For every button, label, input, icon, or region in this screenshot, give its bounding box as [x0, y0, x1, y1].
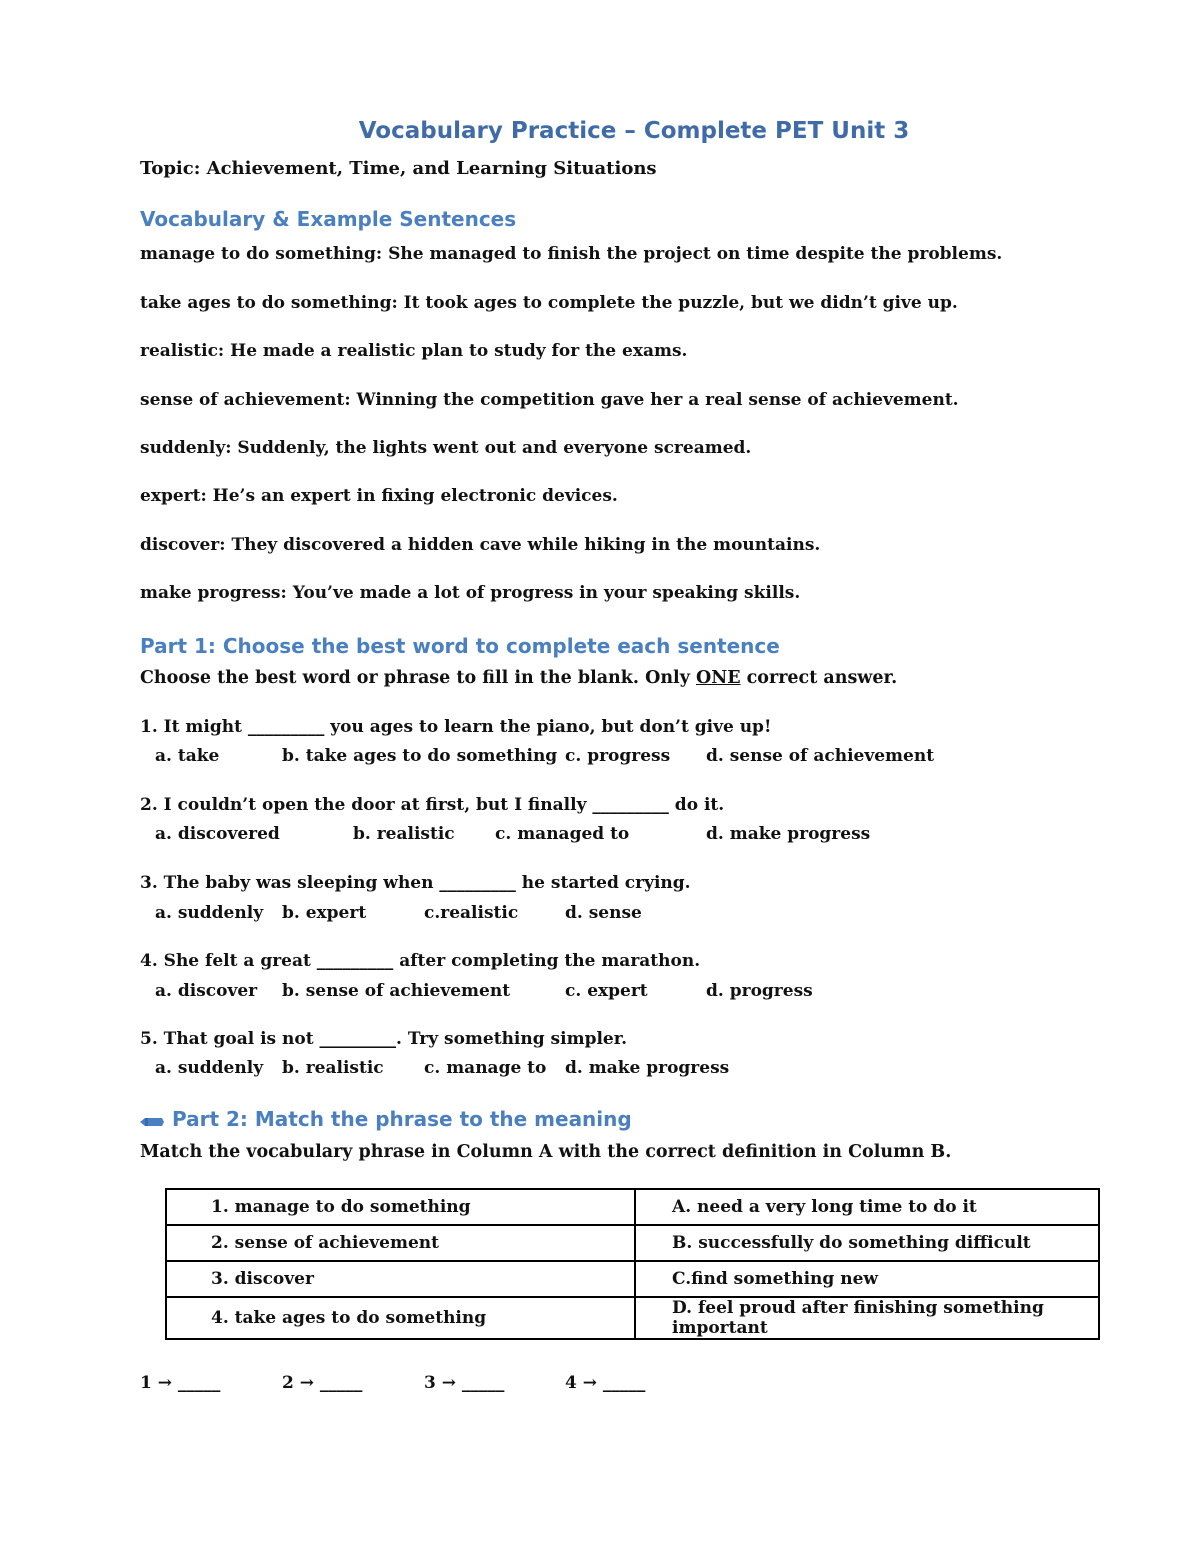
- vocab-item: discover: They discovered a hidden cave while hiking in the mountains.: [140, 535, 821, 555]
- table-row: [166, 1297, 1099, 1339]
- answer-blank-1[interactable]: 1 → _____: [140, 1373, 221, 1393]
- page-title: Vocabulary Practice – Complete PET Unit 3: [358, 118, 910, 144]
- vocab-item: realistic: He made a realistic plan to study for the exams.: [140, 341, 688, 361]
- column-b-cell: B. successfully do something difficult: [635, 1225, 1099, 1261]
- instruction-text: Choose the best word or phrase to fill in the blank. Only: [140, 668, 696, 688]
- column-a-cell: 2. sense of achievement: [166, 1225, 635, 1261]
- table-row: [166, 1189, 1099, 1225]
- vocab-item: expert: He’s an expert in fixing electronic devices.: [140, 486, 618, 506]
- vocab-heading: Vocabulary & Example Sentences: [140, 207, 517, 231]
- option[interactable]: b. take ages to do something: [282, 746, 558, 766]
- option[interactable]: c. progress: [565, 746, 671, 766]
- question-3: 3. The baby was sleeping when _________ he started crying.: [140, 873, 691, 893]
- pencil-icon: [140, 1109, 164, 1133]
- option[interactable]: a. take: [155, 746, 220, 766]
- option[interactable]: a. discover: [155, 981, 258, 1001]
- option[interactable]: a. suddenly: [155, 1058, 264, 1078]
- option[interactable]: b. realistic: [282, 1058, 384, 1078]
- part1-instruction: [140, 668, 897, 688]
- column-a-cell: 3. discover: [166, 1261, 635, 1297]
- answer-blank-2[interactable]: 2 → _____: [282, 1373, 363, 1393]
- option[interactable]: c. expert: [565, 981, 648, 1001]
- vocab-item: make progress: You’ve made a lot of progress in your speaking skills.: [140, 583, 801, 603]
- answer-blank-3[interactable]: 3 → _____: [424, 1373, 505, 1393]
- column-a-cell: 4. take ages to do something: [166, 1297, 635, 1339]
- option[interactable]: d. make progress: [565, 1058, 730, 1078]
- option[interactable]: c. manage to: [424, 1058, 547, 1078]
- vocab-item: suddenly: Suddenly, the lights went out and everyone screamed.: [140, 438, 752, 458]
- option[interactable]: d. sense: [565, 903, 642, 923]
- vocab-item: manage to do something: She managed to finish the project on time despite the problems.: [140, 244, 1003, 264]
- column-b-cell: A. need a very long time to do it: [635, 1189, 1099, 1225]
- table-row: [166, 1261, 1099, 1297]
- table-row: [166, 1225, 1099, 1261]
- part2-instruction: Match the vocabulary phrase in Column A with the correct definition in Column B.: [140, 1142, 952, 1162]
- vocab-item: sense of achievement: Winning the competition gave her a real sense of achievement.: [140, 390, 959, 410]
- option[interactable]: d. sense of achievement: [706, 746, 935, 766]
- question-5: 5. That goal is not _________. Try something simpler.: [140, 1029, 628, 1049]
- part1-heading: Part 1: Choose the best word to complete each sentence: [140, 634, 780, 658]
- instruction-emphasis: ONE: [695, 668, 741, 688]
- vocab-item: take ages to do something: It took ages to complete the puzzle, but we didn’t give up.: [140, 293, 958, 313]
- part2-heading-text: Part 2: Match the phrase to the meaning: [172, 1107, 632, 1131]
- part2-heading: [140, 1107, 632, 1133]
- option[interactable]: c. managed to: [495, 824, 630, 844]
- topic-line: Topic: Achievement, Time, and Learning Situations: [140, 158, 657, 179]
- instruction-text: correct answer.: [740, 668, 898, 688]
- question-4: 4. She felt a great _________ after completing the marathon.: [140, 951, 701, 971]
- option[interactable]: d. make progress: [706, 824, 871, 844]
- option[interactable]: b. realistic: [353, 824, 455, 844]
- column-b-cell: D. feel proud after finishing something important: [635, 1297, 1099, 1339]
- answer-blank-4[interactable]: 4 → _____: [565, 1373, 646, 1393]
- option[interactable]: b. expert: [282, 903, 367, 923]
- column-a-cell: 1. manage to do something: [166, 1189, 635, 1225]
- option[interactable]: a. suddenly: [155, 903, 264, 923]
- option[interactable]: a. discovered: [155, 824, 280, 844]
- matching-table: [165, 1188, 1100, 1340]
- question-1: 1. It might _________ you ages to learn the piano, but don’t give up!: [140, 717, 772, 737]
- option[interactable]: d. progress: [706, 981, 813, 1001]
- column-b-cell: C.find something new: [635, 1261, 1099, 1297]
- option[interactable]: b. sense of achievement: [282, 981, 511, 1001]
- option[interactable]: c.realistic: [424, 903, 519, 923]
- question-2: 2. I couldn’t open the door at first, but I finally _________ do it.: [140, 795, 725, 815]
